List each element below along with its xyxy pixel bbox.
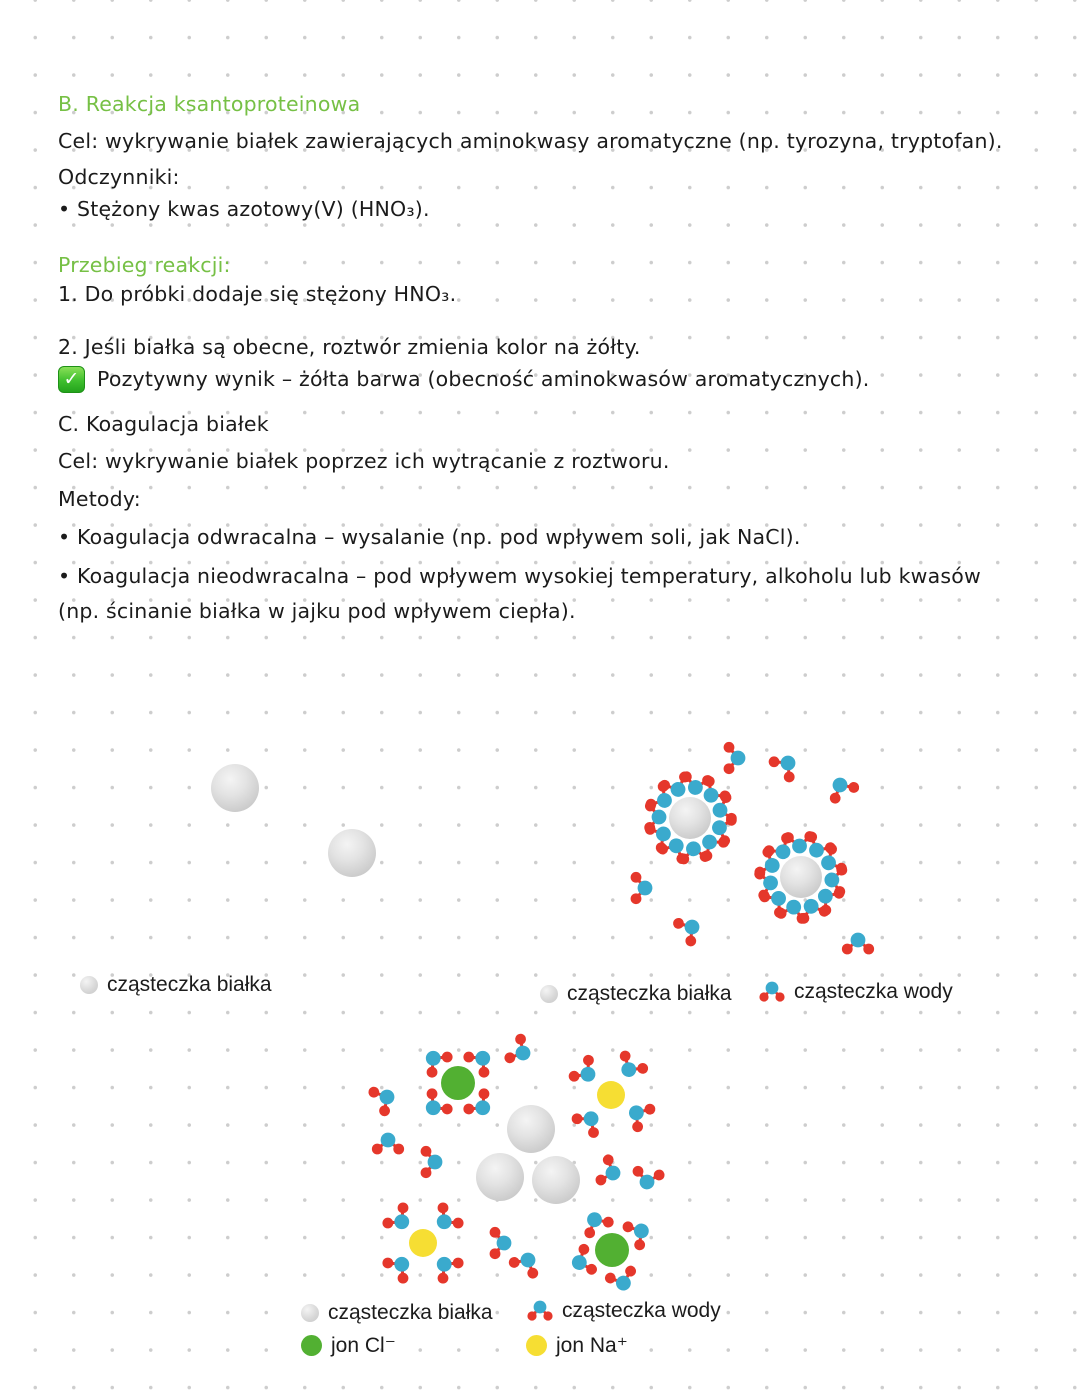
check-mark-glyph: ✓: [63, 368, 80, 390]
protein-molecule-icon: [301, 1304, 319, 1322]
protein-molecule: [669, 797, 711, 839]
methods-label: Metody:: [58, 487, 141, 511]
method-item-2-cont: (np. ścinanie białka w jajku pod wpływem ciepła).: [58, 599, 576, 623]
water-molecule: [671, 910, 707, 949]
water-molecule: [507, 1246, 546, 1281]
chloride-ion: [441, 1066, 475, 1100]
water-molecule: [502, 1032, 537, 1071]
water-molecule-icon: [758, 980, 785, 1004]
water-molecule: [421, 1146, 443, 1178]
chloride-ion-icon: [301, 1335, 322, 1356]
section-c-goal: Cel: wykrywanie białek poprzez ich wytrącanie z roztworu.: [58, 449, 670, 473]
protein-molecule: [328, 829, 376, 877]
legend-label: cząsteczka wody: [794, 980, 953, 1003]
water-molecule: [631, 872, 653, 904]
protein-molecule-icon: [80, 976, 98, 994]
legend-protein-molecule: [80, 973, 272, 997]
water-molecule: [490, 1227, 512, 1259]
protein-molecule: [507, 1105, 555, 1153]
water-molecule: [566, 1053, 604, 1092]
water-molecule: [372, 1133, 404, 1155]
water-molecule: [380, 1248, 418, 1286]
water-molecule: [611, 1049, 650, 1085]
sodium-ion-icon: [526, 1335, 547, 1356]
method-item-1: • Koagulacja odwracalna – wysalanie (np. pod wpływem soli, jak NaCl).: [58, 525, 801, 549]
protein-molecule: [780, 856, 822, 898]
reagents-label: Odczynniki:: [58, 165, 180, 189]
water-molecule: [428, 1200, 466, 1238]
water-molecule: [842, 933, 874, 955]
water-molecule: [380, 1200, 418, 1238]
water-molecule: [630, 1165, 666, 1192]
section-b-goal: Cel: wykrywanie białek zawierających aminokwasy aromatyczne (np. tyrozyna, tryptofan).: [58, 129, 1003, 153]
water-molecule: [621, 1095, 657, 1134]
protein-molecule-icon: [540, 985, 558, 1003]
legend-water-molecule: [526, 1299, 721, 1323]
water-molecule: [567, 1242, 599, 1280]
protein-molecule: [476, 1153, 524, 1201]
reagent-item: • Stężony kwas azotowy(V) (HNO₃).: [58, 197, 430, 221]
method-item-2: • Koagulacja nieodwracalna – pod wpływem wysokiej temperatury, alkoholu lub kwasów: [58, 564, 981, 588]
legend-label: cząsteczka białka: [328, 1301, 493, 1324]
positive-result-text: Pozytywny wynik – żółta barwa (obecność aminokwasów aromatycznych).: [97, 366, 870, 391]
legend-water-molecule: [758, 980, 953, 1004]
sodium-ion: [409, 1229, 437, 1257]
legend-protein-molecule: [301, 1301, 493, 1325]
legend-chloride-ion: [301, 1333, 396, 1358]
section-b-title: B. Reakcja ksantoproteinowa: [58, 92, 361, 116]
legend-label: cząsteczka wody: [562, 1299, 721, 1322]
water-molecule: [569, 1103, 608, 1140]
water-molecule: [594, 1153, 626, 1191]
legend-protein-molecule: [540, 982, 732, 1006]
water-molecule: [822, 771, 861, 806]
legend-label: cząsteczka białka: [567, 982, 732, 1005]
protein-molecule: [532, 1156, 580, 1204]
water-molecule: [366, 1079, 401, 1118]
water-molecule: [603, 1264, 641, 1295]
water-molecule-icon: [526, 1299, 553, 1323]
water-molecule: [428, 1248, 466, 1286]
legend-sodium-ion: [526, 1333, 628, 1358]
legend-label: cząsteczka białka: [107, 973, 272, 996]
section-c-title: C. Koagulacja białek: [58, 412, 269, 436]
legend-label: jon Cl⁻: [331, 1334, 396, 1357]
water-molecule: [766, 746, 804, 784]
procedure-step-1: 1. Do próbki dodaje się stężony HNO₃.: [58, 282, 457, 306]
water-molecule: [724, 742, 746, 774]
protein-molecule: [211, 764, 259, 812]
sodium-ion: [597, 1081, 625, 1109]
legend-label: jon Na⁺: [556, 1334, 628, 1357]
chloride-ion: [595, 1233, 629, 1267]
procedure-title: Przebieg reakcji:: [58, 253, 231, 277]
procedure-step-2: 2. Jeśli białka są obecne, roztwór zmienia kolor na żółty.: [58, 335, 641, 359]
